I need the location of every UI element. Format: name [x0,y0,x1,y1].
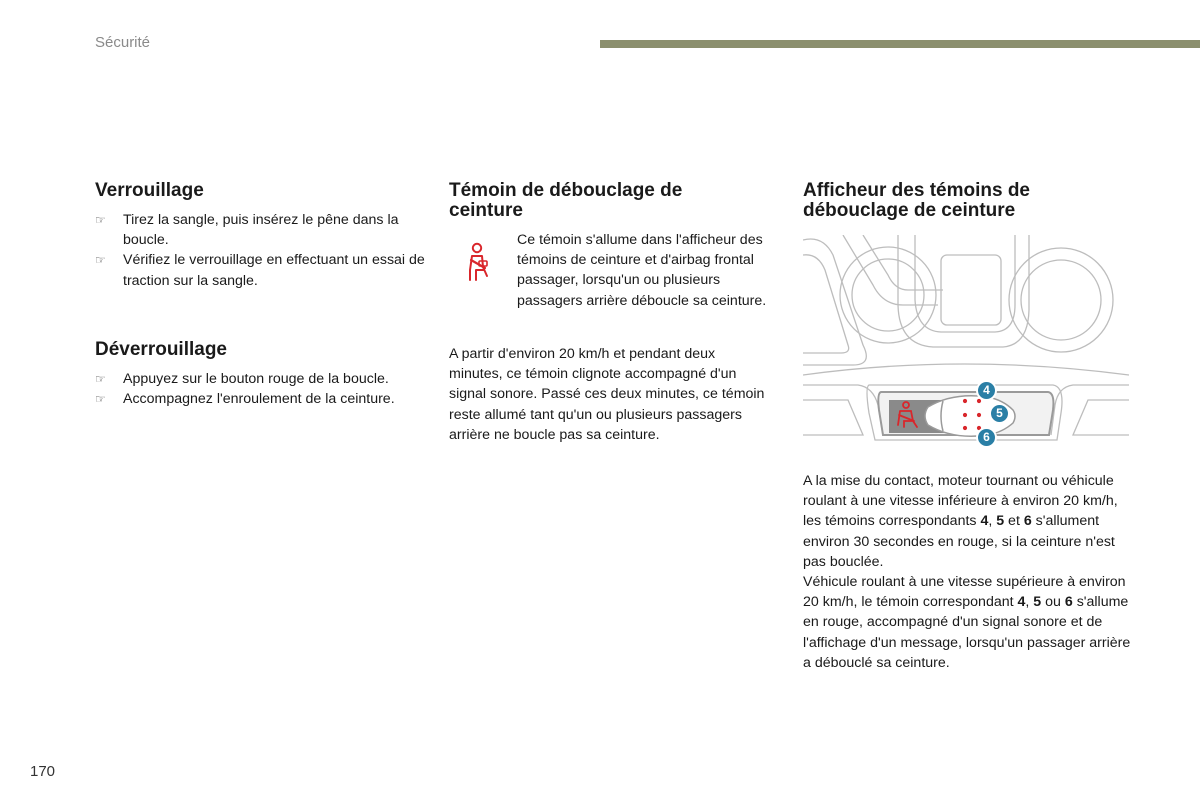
display-paragraph-2: Véhicule roulant à une vitesse supérieure à environ 20 km/h, le témoin correspondant 4, 5 ou 6 s'allume en rouge, accompagné d'un signal sonore et de l'affichage d'un message, lorsqu'un passager arrière a débouclé sa ceinture. [803,574,1131,671]
list-item: ☞ Appuyez sur le bouton rouge de la boucle. [95,369,425,389]
callout-5: 5 [989,403,1010,424]
column-display [803,181,1103,221]
warning-icon-text: Ce témoin s'allume dans l'afficheur des témoins de ceinture et d'airbag frontal passager, lorsqu'un ou plusieurs passagers arrière déboucle sa ceinture. [517,232,767,309]
display-paragraph-1: A la mise du contact, moteur tournant ou véhicule roulant à une vitesse inférieure à environ 20 km/h, les témoins correspondants 4, 5 et 6 s'allument environ 30 secondes en rouge, si la ceinture n'est pas bouclée. [803,473,1118,570]
column-locking [95,181,425,409]
pointing-hand-icon: ☞ [95,213,106,227]
page-number: 170 [30,763,56,780]
unlock-list [95,369,425,409]
section-label: Sécurité [95,34,151,51]
lock-title: Verrouillage [95,180,204,201]
display-title: Afficheur des témoins de débouclage de ceinture [803,180,1030,221]
dashboard-display-illustration [803,235,1129,452]
seatbelt-warning-icon [462,240,494,284]
callout-4: 4 [976,380,997,401]
pointing-hand-icon: ☞ [95,253,106,268]
pointing-hand-icon: ☞ [95,371,106,386]
list-item: ☞ Vérifiez le verrouillage en effectuant un essai de traction sur la sangle. [95,252,425,289]
warning-title: Témoin de débouclage de ceinture [449,180,683,221]
pointing-hand-icon: ☞ [95,392,106,407]
list-item: ☞ Tirez la sangle, puis insérez le pêne dans la boucle. [95,212,399,249]
header-accent-bar [600,40,1200,48]
callout-6: 6 [976,427,997,448]
lock-list [95,210,425,291]
warning-paragraph: A partir d'environ 20 km/h et pendant deux minutes, ce témoin clignote accompagné d'un signal sonore. Passé ces deux minutes, ce témoin reste allumé tant qu'un ou plusieurs passagers arrière ne boucle pas sa ceinture. [449,346,765,443]
list-item: ☞ Accompagnez l'enroulement de la ceinture. [95,389,425,409]
unlock-title: Déverrouillage [95,338,227,360]
column-warning-lamp [449,181,769,221]
